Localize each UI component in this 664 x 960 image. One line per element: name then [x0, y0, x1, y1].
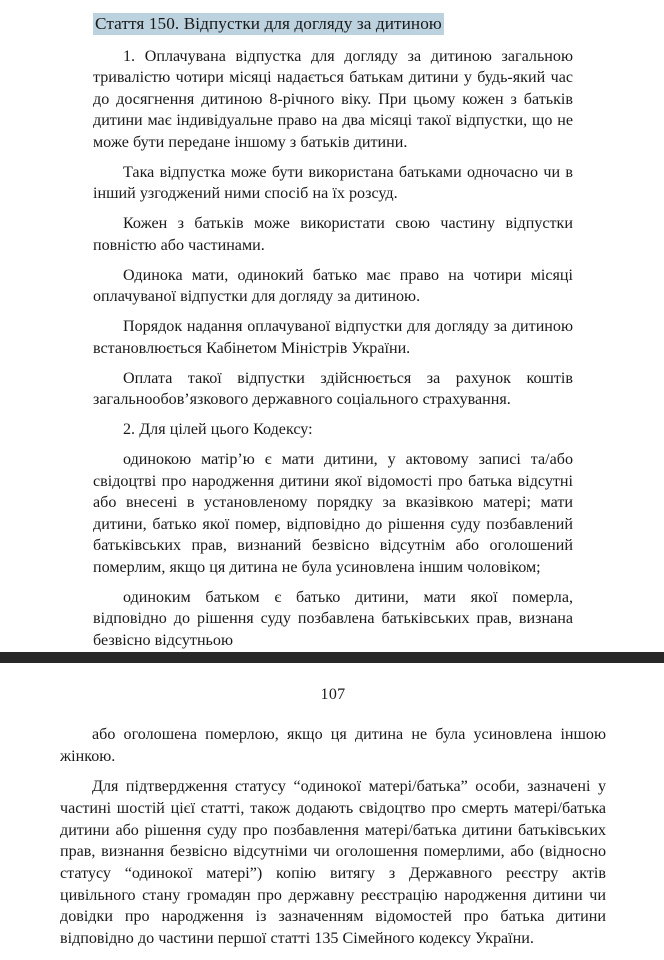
paragraph: Оплата такої відпустки здійснюється за рахунок коштів загальнообов’язкового державного соціального страхування. [93, 369, 573, 409]
paragraph: Для підтвердження статусу “одинокої матері/батька” особи, зазначені у частині шостій цієї статті, також додають свідоцтво про смерть матері/батька дитини або рішення суду про позбавлення матері/батька дитини батьківських прав, визнання безвісно відсутніми чи оголошення померлими, або (відносно статусу “одинокої матері”) копію витягу з Державного реєстру актів цивільного стану громадян про державну реєстрацію народження дитини чи довідки про народження із зазначенням відомостей про батька дитини відповідно до частини першої статті 135 Сімейного кодексу України. [60, 778, 606, 947]
paragraph: 1. Оплачувана відпустка для догляду за дитиною загальною тривалістю чотири місяці надається батькам дитини у будь-який час до досягнення дитиною 8-річного віку. При цьому кожен з батьків дитини має індивідуальне право на два місяці такої відпустки, що не може бути передане іншому з батьків дитини. [93, 47, 573, 151]
paragraph: Така відпустка може бути використана батьками одночасно чи в інший узгоджений ними спосіб на їх розсуд. [93, 163, 573, 203]
paragraph: одиноким батьком є батько дитини, мати якої померла, відповідно до рішення суду позбавлена батьківських прав, визнана безвісно відсутньою [93, 588, 573, 649]
page-separator-bar [0, 652, 664, 663]
article-heading [93, 12, 573, 37]
paragraph: або оголошена померлою, якщо ця дитина не була усиновлена іншою жінкою. [60, 726, 606, 765]
paragraph: одинокою матір’ю є мати дитини, у актовому записі та/або свідоцтві про народження дитини якої відомості про батька відсутні або внесені в установленому порядку за вказівкою матері; мати дитини, батько якої помер, відповідно до рішення суду позбавлений батьківських прав, визнаний безвісно відсутнім або оголошений померлим, якщо ця дитина не була усиновлена іншим чоловіком; [93, 451, 573, 576]
article-heading-highlight: Стаття 150. Відпустки для догляду за дитиною [95, 14, 442, 33]
paragraph: Порядок надання оплачуваної відпустки для догляду за дитиною встановлюється Кабінетом Міністрів України. [93, 318, 573, 357]
paragraph: 2. Для цілей цього Кодексу: [123, 421, 313, 439]
document-page-2 [0, 663, 664, 960]
paragraph: Кожен з батьків може використати свою частину відпустки повністю або частинами. [93, 215, 573, 254]
page-number: 107 [320, 686, 346, 703]
paragraph: Одинока мати, одинокий батько має право на чотири місяці оплачуваної відпустки для догляду за дитиною. [93, 266, 573, 306]
